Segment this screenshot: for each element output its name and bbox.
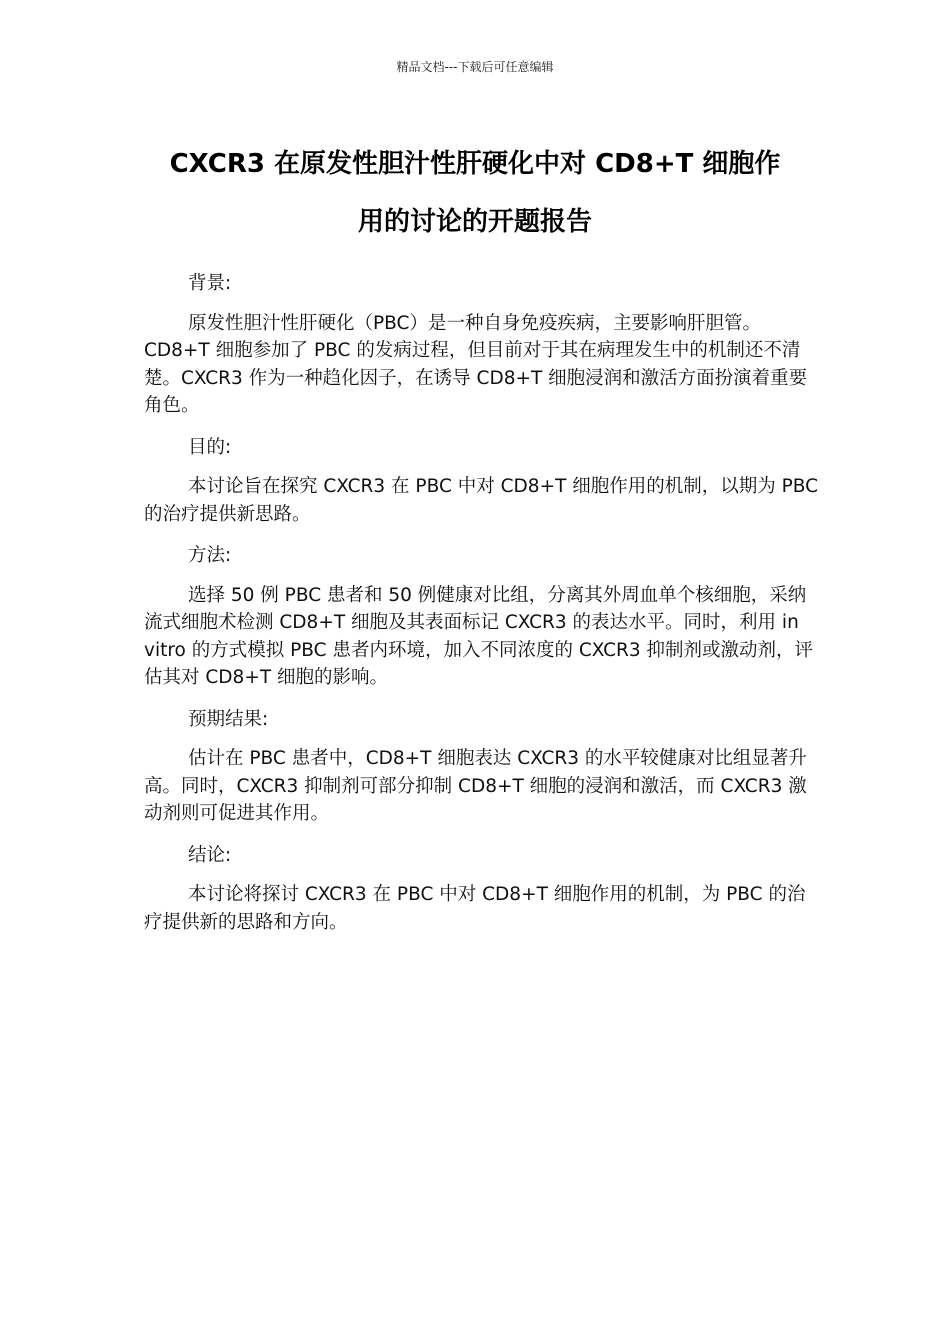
title-line-1: CXCR3 在原发性胆汁性肝硬化中对 CD8+T 细胞作 — [169, 149, 781, 179]
section-body-purpose: 本讨论旨在探究 CXCR3 在 PBC 中对 CD8+T 细胞作用的机制，以期为 PBC 的治疗提供新思路。 — [144, 476, 819, 525]
section-body-conclusion: 本讨论将探讨 CXCR3 在 PBC 中对 CD8+T 细胞作用的机制，为 PBC 的治疗提供新的思路和方向。 — [144, 884, 806, 933]
section-heading-background: 背景: — [188, 273, 232, 294]
section-heading-expected: 预期结果: — [188, 708, 269, 730]
document-title — [130, 135, 820, 251]
section-body-background: 原发性胆汁性肝硬化（PBC）是一种自身免疫疾病，主要影响肝胆管。CD8+T 细胞参加了 PBC 的发病过程，但目前对于其在病理发生中的机制还不清楚。CXCR3 作为一种趋化因子，在诱导 CD8+T 细胞浸润和激活方面扮演着重要角色。 — [144, 312, 808, 416]
section-body-expected: 估计在 PBC 患者中，CD8+T 细胞表达 CXCR3 的水平较健康对比组显著升高。同时，CXCR3 抑制剂可部分抑制 CD8+T 细胞的浸润和激活，而 CXCR3 激动剂则可促进其作用。 — [144, 748, 807, 824]
section-body-method: 选择 50 例 PBC 患者和 50 例健康对比组，分离其外周血单个核细胞，采纳流式细胞术检测 CD8+T 细胞及其表面标记 CXCR3 的表达水平。同时，利用 in vitro 的方式模拟 PBC 患者内环境，加入不同浓度的 CXCR3 抑制剂或激动剂，评估其对 CD8+T 细胞的影响。 — [144, 584, 813, 688]
section-heading-method: 方法: — [188, 545, 232, 566]
section-heading-conclusion: 结论: — [188, 844, 232, 866]
page-header: 精品文档---下载后可任意编辑 — [396, 60, 554, 74]
section-heading-purpose: 目的: — [188, 436, 232, 458]
title-line-2: 用的讨论的开题报告 — [357, 207, 592, 237]
document-body — [144, 270, 819, 950]
